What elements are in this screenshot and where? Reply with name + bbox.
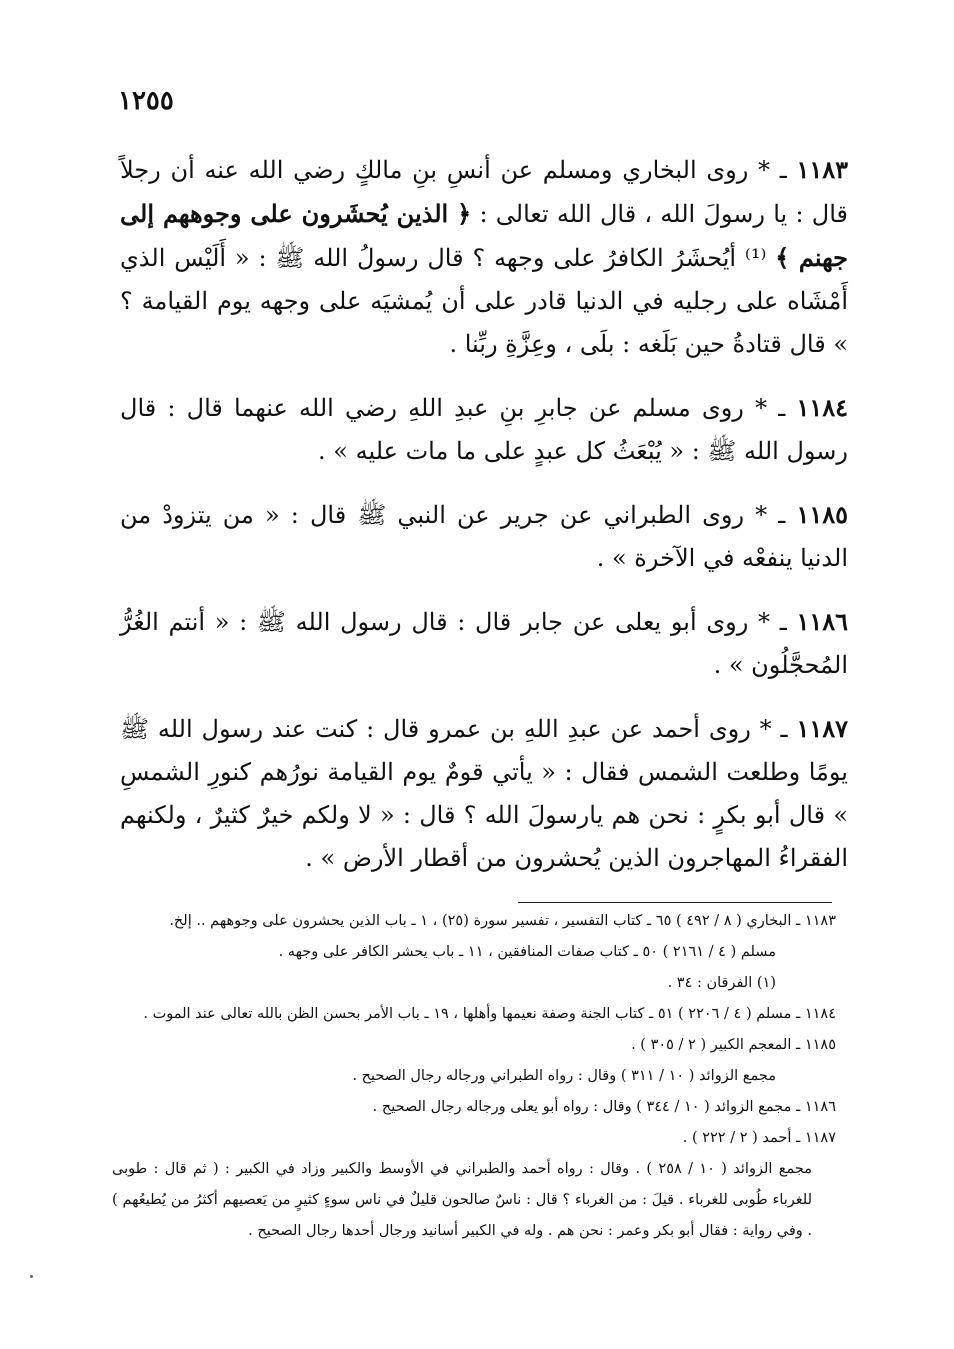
hadith-1185	[120, 493, 848, 580]
hadith-1183	[120, 148, 848, 366]
hadith-text: ـ * روى أحمد عن عبدِ اللهِ بن عمرو قال : كنت عند رسول الله ﷺ يومًا وطلعت الشمس فقال : « يأتي قومٌ يوم القيامة نورُهم كنورِ الشمسِ » قال أبو بكرٍ : نحن هم يارسولَ الله ؟ قال : « لا ولكم خيرٌ كثيرٌ ، ولكنهم الفقراءُ المهاجرون الذين يُحشرون من أقطار الأرض » .	[120, 715, 848, 872]
footnote-1183: ١١٨٣ ـ البخاري ( ٨ / ٤٩٢ ) ٦٥ ـ كتاب التفسير ، تفسير سورة (٢٥) ، ١ ـ باب الذين يحشرون على وجوههم .. إلخ.	[169, 913, 836, 929]
hadith-1187	[120, 707, 848, 880]
hadith-number: ١١٨٧	[796, 714, 848, 743]
hadith-text: ⁽¹⁾ أيُحشَرُ الكافرُ على وجهه ؟ قال رسولُ الله ﷺ : « أَلَيْس الذي أَمْشَاه على رجليه في الدنيا قادر على أن يُمشيَه على وجهه يوم القيامة ؟ » قال قتادةُ حين بَلَغه : بلَى ، وعِزَّةِ ربِّنا .	[120, 244, 848, 358]
quran-verse: ﴿ الذين يُحشَرون على وجوههم إلى جهنم ﴾	[120, 199, 848, 272]
hadith-text: ـ * روى البخاري ومسلم عن أنسِ بنِ مالكٍ رضي الله عنه أن رجلاً قال : يا رسولَ الله ، قال الله تعالى :	[120, 156, 848, 228]
footnotes	[112, 906, 836, 1247]
hadith-1184	[120, 386, 848, 473]
footnote-1183-muslim: مسلم ( ٤ / ٢١٦١ ) ٥٠ ـ كتاب صفات المنافقين ، ١١ ـ باب يحشر الكافر على وجهه .	[278, 944, 776, 960]
main-text	[120, 148, 848, 900]
hadith-text: ـ * روى الطبراني عن جرير عن النبي ﷺ قال : « من يتزودْ من الدنيا ينفعْه في الآخرة » .	[120, 501, 848, 572]
footnote-divider	[518, 902, 832, 903]
scan-speck	[30, 1275, 33, 1278]
hadith-1186	[120, 600, 848, 687]
footnote-1186: ١١٨٦ ـ مجمع الزوائد ( ١٠ / ٣٤٤ ) وقال : رواه أبو يعلى ورجاله رجال الصحيح .	[372, 1099, 836, 1115]
hadith-text: ـ * روى مسلم عن جابرِ بنِ عبدِ اللهِ رضي الله عنهما قال : قال رسول الله ﷺ : « يُبْعَثُ كل عبدٍ على ما مات عليه » .	[120, 394, 848, 465]
hadith-number: ١١٨٥	[796, 500, 848, 529]
footnote-1187: ١١٨٧ ـ أحمد ( ٢ / ٢٢٢ ) .	[682, 1130, 836, 1146]
page-number: ١٢٥٥	[118, 86, 174, 116]
footnote-1184: ١١٨٤ ـ مسلم ( ٤ / ٢٢٠٦ ) ٥١ ـ كتاب الجنة وصفة نعيمها وأهلها ، ١٩ ـ باب الأمر بحسن الظن بالله تعالى عند الموت .	[143, 1006, 836, 1022]
hadith-number: ١١٨٦	[796, 607, 848, 636]
footnote-1187-majma: مجمع الزوائد ( ١٠ / ٢٥٨ ) . وقال : رواه أحمد والطبراني في الأوسط والكبير وزاد في الكبير : ( ثم قال : طوبى للغرباء طُوبى للغرباء . قيلَ : من الغرباء ؟ قال : ناسٌ صالحون قليلٌ في ناس سوءٍ كثيرٍ من يَعصيهم أكثرُ من يُطيعُهم ) . وفي رواية : فقال أبو بكر وعمر : نحن هم . وله في الكبير أسانيد ورجال أحدها رجال الصحيح .	[112, 1161, 812, 1239]
hadith-text: ـ * روى أبو يعلى عن جابر قال : قال رسول الله ﷺ : « أنتم الغُرُّ المُحجَّلُون » .	[120, 608, 848, 679]
hadith-number: ١١٨٣	[796, 155, 848, 184]
footnote-quran-ref: (١) الفرقان : ٣٤ .	[667, 975, 776, 991]
hadith-number: ١١٨٤	[796, 393, 848, 422]
footnote-1185: ١١٨٥ ـ المعجم الكبير ( ٢ / ٣٠٥ ) .	[631, 1037, 836, 1053]
footnote-1185-majma: مجمع الزوائد ( ١٠ / ٣١١ ) وقال : رواه الطبراني ورجاله رجال الصحيح .	[352, 1068, 776, 1084]
